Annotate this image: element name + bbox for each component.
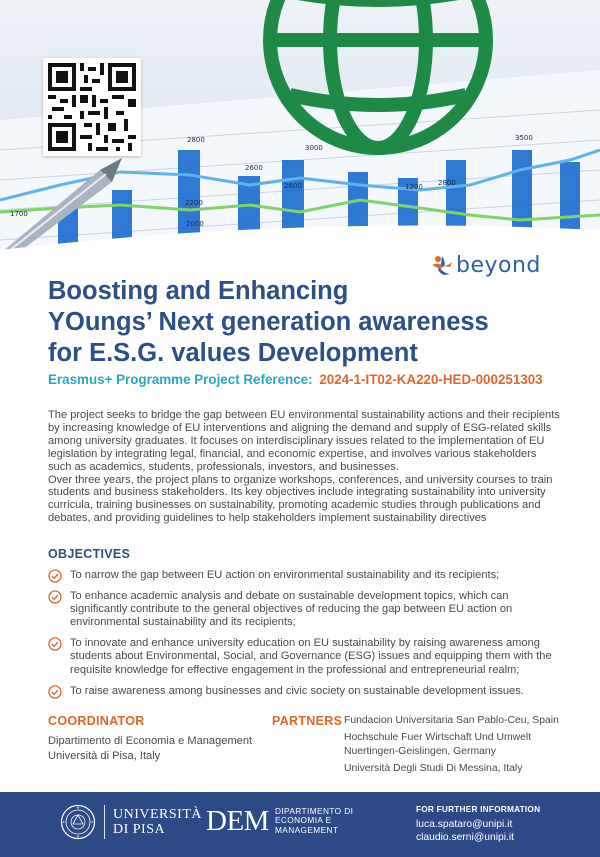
objective-text: To narrow the gap between EU action on environmental sustainability and its recipients;: [70, 569, 500, 581]
unipi-name-line: UNIVERSITÀ: [113, 807, 202, 822]
coordinator-department: Dipartimento di Economia e Management: [48, 735, 253, 747]
chart-label: 2800: [438, 179, 456, 187]
project-description: [48, 409, 560, 525]
contact-heading: FOR FURTHER INFORMATION: [416, 804, 541, 814]
objective-text: To innovate and enhance university education on EU sustainability by raising awareness among students about Environmental, Social, and Governance (ESG) issues and equipping them with the requisite knowledge for effective engagement in the professional and entrepreneurial realm;: [70, 637, 552, 676]
reference-label: Erasmus+ Programme Project Reference:: [48, 372, 313, 387]
description-paragraph: The project seeks to bridge the gap between EU environmental sustainability actions and their recipients by increasing knowledge of EU interventions and aligning the demand and supply of ESG-related skills among university graduates. It focuses on interdisciplinary issues related to the implementation of EU legislation by integrating legal, financial, and economic expertise, and involves various stakeholders such as academics, students, professionals, investors, and businesses.: [48, 409, 560, 473]
chart-label: 2600: [245, 164, 263, 172]
beyond-logo-text: beyond: [456, 252, 541, 278]
objective-text: To enhance academic analysis and debate on sustainable development topics, which can significantly contribute to the general objectives of reducing the gap between EU action on environmental sustainability and its recipients;: [70, 590, 513, 629]
partners-list: [344, 714, 570, 779]
check-circle-icon: [48, 569, 62, 583]
objective-item: [48, 685, 568, 698]
dem-logo-subtitle: [275, 807, 353, 836]
coordinator-university: Università di Pisa, Italy: [48, 749, 161, 762]
chart-label: 2800: [187, 136, 205, 144]
project-reference: [48, 372, 543, 387]
check-circle-icon: [48, 685, 62, 699]
chart-label: 2000: [186, 220, 204, 228]
chart-label: 1200: [405, 183, 423, 191]
check-circle-icon: [48, 590, 62, 604]
objective-item: [48, 590, 568, 629]
dem-subtitle-line: DIPARTIMENTO DI: [274, 805, 354, 816]
unipi-logo: [60, 804, 202, 840]
chart-label: 1700: [10, 210, 28, 218]
objective-item: [48, 637, 568, 676]
chart-label: 2200: [185, 199, 203, 207]
reference-code: 2024-1-IT02-KA220-HED-000251303: [319, 372, 543, 387]
dem-logo-text: DEM: [206, 805, 269, 837]
chart-label: 3500: [515, 134, 533, 142]
contact-email[interactable]: luca.spataro@unipi.it: [416, 819, 513, 830]
chart-label: 2600: [284, 182, 302, 190]
description-paragraph: Over three years, the project plans to organize workshops, conferences, and university courses to train students and business stakeholders. Its key objectives include integrating sustainability into university curricula, training businesses on sustainability, promoting academic studies through publications and debates, and providing guidelines to help stakeholders implement sustainability directives: [48, 473, 553, 525]
title-line: for E.S.G. values Development: [48, 339, 418, 367]
chart-label: 3000: [305, 144, 323, 152]
page-title: [48, 276, 568, 369]
unipi-name: [113, 807, 202, 837]
hero-image: [0, 0, 600, 262]
footer: [0, 792, 600, 857]
partner-item: Fundacion Universitaria San Pablo-Ceu, Spain: [344, 715, 559, 726]
qr-code[interactable]: [43, 58, 141, 156]
university-seal-icon: [60, 804, 96, 840]
coordinator-heading: COORDINATOR: [48, 714, 145, 728]
coordinator-section: [48, 714, 273, 763]
partner-item: Università Degli Studi Di Messina, Italy: [344, 763, 523, 774]
title-line: YOungs’ Next generation awareness: [48, 308, 489, 336]
objective-item: [48, 569, 568, 582]
dem-logo: [206, 806, 353, 836]
logo-divider: [104, 805, 105, 839]
dem-subtitle-line: MANAGEMENT: [274, 824, 339, 835]
objectives-list: [48, 569, 568, 706]
beyond-logo-icon: [430, 253, 454, 277]
objective-text: To raise awareness among businesses and civic society on sustainable development issues.: [70, 684, 524, 697]
title-line: Boosting and Enhancing: [48, 277, 349, 305]
check-circle-icon: [48, 637, 62, 651]
partners-heading: PARTNERS: [272, 714, 343, 728]
contact-email[interactable]: claudio.serni@unipi.it: [416, 832, 515, 843]
partner-item: Hochschule Fuer Wirtschaft Und Umwelt Nuertingen-Geislingen, Germany: [344, 732, 532, 757]
unipi-name-line: DI PISA: [113, 822, 166, 837]
objectives-heading: OBJECTIVES: [48, 547, 131, 561]
dem-subtitle-line: ECONOMIA E: [274, 815, 332, 826]
contact-info: [416, 804, 540, 844]
